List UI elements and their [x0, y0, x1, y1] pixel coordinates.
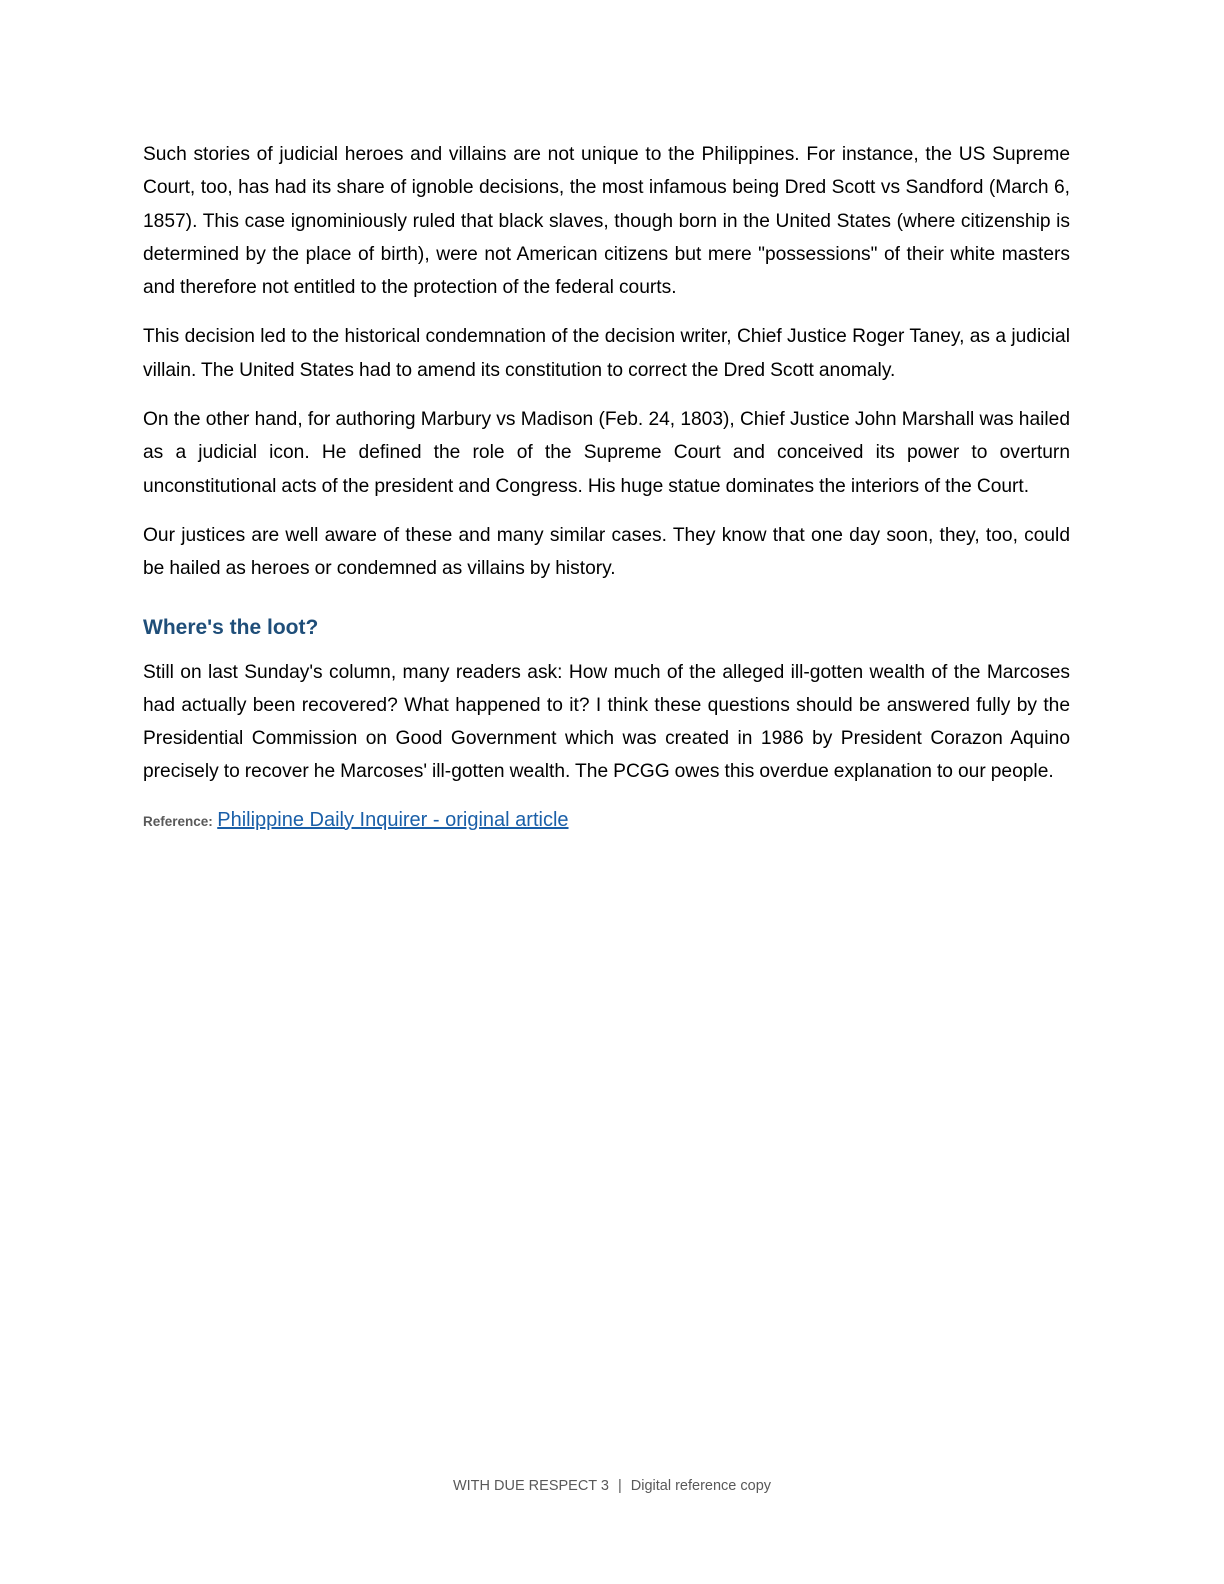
footer-title: WITH DUE RESPECT 3: [452, 1478, 609, 1494]
paragraph-marcos-wealth: Still on last Sunday's column, many readers ask: How much of the alleged ill-gotten wealth of the Marcoses had actually been recovered? What happened to it? I think these questions should be answered fully by the Presidential Commission on Good Government which was created in 1986 by President Corazon Aquino precisely to recover he Marcoses' ill-gotten wealth. The PCGG owes this overdue explanation to our people.: [143, 661, 1070, 783]
reference-line: [143, 805, 1070, 837]
page-footer: [0, 1478, 1224, 1494]
paragraph-marshall-icon: On the other hand, for authoring Marbury vs Madison (Feb. 24, 1803), Chief Justice John Marshall was hailed as a judicial icon. He defined the role of the Supreme Court and conceived its power to overturn unconstitutional acts of the president and Congress. His huge statue dominates the interiors of the Court.: [143, 409, 1070, 497]
paragraph-taney-condemnation: This decision led to the historical condemnation of the decision writer, Chief Justice Roger Taney, as a judicial villain. The United States had to amend its constitution to correct the Dred Scott anomaly.: [143, 326, 1070, 381]
reference-link[interactable]: Philippine Daily Inquirer - original article: [217, 808, 569, 831]
paragraph-justices-aware: Our justices are well aware of these and many similar cases. They know that one day soon, they, too, could be hailed as heroes or condemned as villains by history.: [143, 524, 1070, 580]
reference-label: Reference:: [143, 813, 213, 829]
footer-note: Digital reference copy: [630, 1478, 772, 1494]
page-body: [143, 138, 1070, 837]
paragraph-judicial-heroes: Such stories of judicial heroes and villains are not unique to the Philippines. For instance, the US Supreme Court, too, has had its share of ignoble decisions, the most infamous being Dred Scott vs Sandford (March 6, 1857). This case ignominiously ruled that black slaves, though born in the United States (where citizenship is determined by the place of birth), were not American citizens but mere "possessions" of their white masters and therefore not entitled to the protection of the federal courts.: [143, 144, 1070, 299]
footer-separator: |: [618, 1478, 622, 1494]
section-heading: Where's the loot?: [143, 615, 319, 639]
